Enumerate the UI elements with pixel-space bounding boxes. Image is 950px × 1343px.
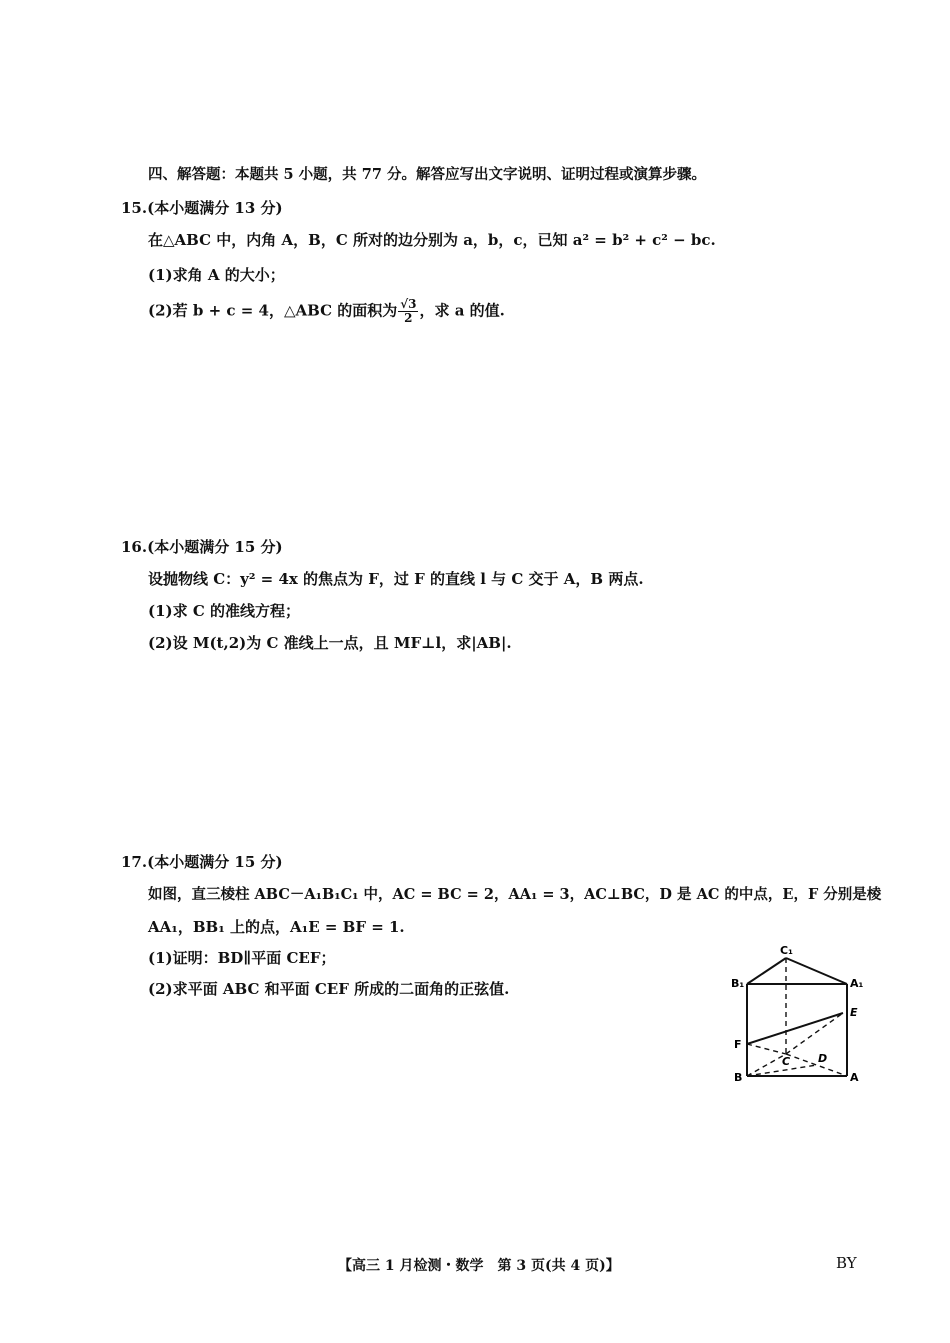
label-f: F bbox=[734, 1038, 742, 1051]
edge-b1-c1 bbox=[747, 958, 786, 984]
question-number bbox=[121, 536, 283, 557]
label-a: A bbox=[850, 1071, 859, 1084]
hidden-edge-ca bbox=[786, 1054, 847, 1076]
edge-c1-a1 bbox=[786, 958, 847, 984]
q17-part1: (1)证明：BD∥平面 CEF； bbox=[148, 949, 336, 967]
q16-stem: 设抛物线 C：y² = 4x 的焦点为 F，过 F 的直线 l 与 C 交于 A，B 两点. bbox=[148, 570, 644, 588]
label-a1: A₁ bbox=[850, 977, 864, 990]
question-number bbox=[121, 197, 283, 218]
label-b: B bbox=[734, 1071, 743, 1084]
section-header: 四、解答题：本题共 5 小题，共 77 分。解答应写出文字说明、证明过程或演算步骤。 bbox=[148, 166, 706, 183]
label-c1: C₁ bbox=[780, 944, 793, 957]
page-footer: 【高三 1 月检测・数学 第 3 页(共 4 页)】 bbox=[338, 1258, 620, 1274]
q16-part2: (2)设 M(t,2)为 C 准线上一点，且 MF⊥l，求|AB|. bbox=[148, 634, 512, 652]
q15-part1: (1)求角 A 的大小； bbox=[148, 266, 285, 284]
q17-score: (本小题满分 15 分) bbox=[147, 853, 283, 871]
q15-part2 bbox=[148, 298, 505, 325]
q15-part2-post: ，求 a 的值. bbox=[419, 301, 505, 320]
footer-code: BY bbox=[836, 1254, 857, 1272]
q15-area-fraction bbox=[398, 298, 418, 325]
prism-figure bbox=[725, 940, 870, 1090]
q16-part1: (1)求 C 的准线方程； bbox=[148, 602, 301, 620]
question-number bbox=[121, 851, 283, 872]
segment-fe bbox=[747, 1013, 843, 1044]
label-b1: B₁ bbox=[731, 977, 745, 990]
q17-number: 17. bbox=[121, 853, 148, 871]
q15-number: 15. bbox=[121, 199, 148, 217]
label-c: C bbox=[782, 1055, 791, 1068]
q16-score: (本小题满分 15 分) bbox=[147, 538, 283, 556]
label-d: D bbox=[818, 1052, 828, 1065]
label-e: E bbox=[850, 1006, 858, 1019]
q15-part2-pre: (2)若 b + c = 4，△ABC 的面积为 bbox=[148, 301, 398, 320]
hidden-segment-fc bbox=[747, 1044, 786, 1054]
hidden-segment-ce bbox=[786, 1013, 843, 1054]
q17-stem-line2: AA₁，BB₁ 上的点，A₁E = BF = 1. bbox=[148, 918, 405, 936]
q17-stem-line1: 如图，直三棱柱 ABC－A₁B₁C₁ 中，AC = BC = 2，AA₁ = 3，AC⊥BC，D 是 AC 的中点，E，F 分别是棱 bbox=[148, 886, 882, 903]
fraction-numerator: √3 bbox=[400, 297, 417, 311]
q15-score: (本小题满分 13 分) bbox=[147, 199, 283, 217]
fraction-denominator: 2 bbox=[404, 311, 413, 325]
q17-part2: (2)求平面 ABC 和平面 CEF 所成的二面角的正弦值. bbox=[148, 980, 510, 998]
q15-stem: 在△ABC 中，内角 A，B，C 所对的边分别为 a，b，c，已知 a² = b² + c² − bc. bbox=[148, 231, 716, 249]
q16-number: 16. bbox=[121, 538, 148, 556]
